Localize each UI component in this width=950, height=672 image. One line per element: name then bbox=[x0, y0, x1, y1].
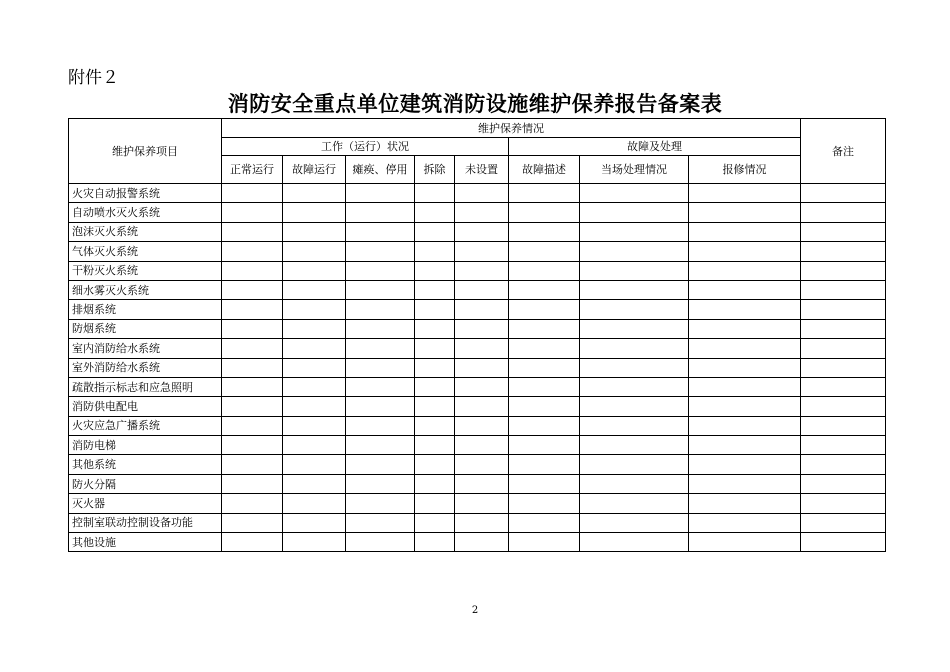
table-cell[interactable] bbox=[346, 436, 415, 455]
table-cell[interactable] bbox=[689, 184, 801, 203]
table-cell[interactable] bbox=[283, 533, 346, 552]
table-cell[interactable] bbox=[801, 339, 886, 358]
table-cell[interactable] bbox=[580, 416, 689, 435]
table-cell[interactable] bbox=[283, 184, 346, 203]
table-cell[interactable] bbox=[455, 533, 509, 552]
table-row bbox=[69, 397, 886, 416]
table-cell[interactable] bbox=[415, 416, 455, 435]
table-cell[interactable] bbox=[283, 397, 346, 416]
row-item-label: 消防供电配电 bbox=[69, 397, 222, 416]
table-row bbox=[69, 261, 886, 280]
table-cell[interactable] bbox=[222, 280, 283, 299]
table-cell[interactable] bbox=[415, 358, 455, 377]
table-cell[interactable] bbox=[580, 203, 689, 222]
table-cell[interactable] bbox=[346, 300, 415, 319]
table-cell[interactable] bbox=[283, 474, 346, 493]
header-operation-status: 工作（运行）状况 bbox=[222, 138, 509, 156]
table-cell[interactable] bbox=[222, 455, 283, 474]
row-item-label: 消防电梯 bbox=[69, 436, 222, 455]
row-item-label: 气体灭火系统 bbox=[69, 242, 222, 261]
table-row bbox=[69, 184, 886, 203]
table-cell[interactable] bbox=[580, 513, 689, 532]
table-cell[interactable] bbox=[415, 377, 455, 396]
table-cell[interactable] bbox=[580, 397, 689, 416]
table-cell[interactable] bbox=[689, 300, 801, 319]
table-row bbox=[69, 280, 886, 299]
table-cell[interactable] bbox=[346, 533, 415, 552]
table-cell[interactable] bbox=[580, 358, 689, 377]
table-cell[interactable] bbox=[580, 280, 689, 299]
table-cell[interactable] bbox=[415, 455, 455, 474]
table-cell[interactable] bbox=[415, 533, 455, 552]
table-cell[interactable] bbox=[415, 222, 455, 241]
row-item-label: 其他系统 bbox=[69, 455, 222, 474]
table-cell[interactable] bbox=[509, 416, 580, 435]
table-cell[interactable] bbox=[455, 280, 509, 299]
table-cell[interactable] bbox=[283, 300, 346, 319]
table-cell[interactable] bbox=[283, 280, 346, 299]
table-cell[interactable] bbox=[455, 474, 509, 493]
table-cell[interactable] bbox=[222, 513, 283, 532]
table-cell[interactable] bbox=[455, 436, 509, 455]
table-cell[interactable] bbox=[801, 261, 886, 280]
table-cell[interactable] bbox=[509, 339, 580, 358]
header-repair-report: 报修情况 bbox=[689, 156, 801, 184]
maintenance-report-table bbox=[68, 118, 886, 552]
table-cell[interactable] bbox=[222, 339, 283, 358]
table-row bbox=[69, 242, 886, 261]
table-cell[interactable] bbox=[415, 300, 455, 319]
table-cell[interactable] bbox=[580, 184, 689, 203]
table-cell[interactable] bbox=[801, 300, 886, 319]
table-cell[interactable] bbox=[689, 377, 801, 396]
table-cell[interactable] bbox=[283, 358, 346, 377]
table-cell[interactable] bbox=[580, 261, 689, 280]
table-cell[interactable] bbox=[580, 533, 689, 552]
table-cell[interactable] bbox=[689, 436, 801, 455]
table-cell[interactable] bbox=[222, 436, 283, 455]
table-cell[interactable] bbox=[509, 319, 580, 338]
table-cell[interactable] bbox=[415, 261, 455, 280]
table-cell[interactable] bbox=[222, 222, 283, 241]
table-row bbox=[69, 358, 886, 377]
table-cell[interactable] bbox=[689, 416, 801, 435]
table-cell[interactable] bbox=[222, 300, 283, 319]
table-cell[interactable] bbox=[689, 513, 801, 532]
header-paralyzed-stopped: 瘫痪、停用 bbox=[346, 156, 415, 184]
table-cell[interactable] bbox=[415, 319, 455, 338]
table-cell[interactable] bbox=[509, 494, 580, 513]
header-fault-operation: 故障运行 bbox=[283, 156, 346, 184]
table-cell[interactable] bbox=[509, 261, 580, 280]
table-cell[interactable] bbox=[283, 377, 346, 396]
table-row bbox=[69, 455, 886, 474]
header-remarks: 备注 bbox=[801, 119, 886, 184]
table-cell[interactable] bbox=[455, 455, 509, 474]
row-item-label: 其他设施 bbox=[69, 533, 222, 552]
table-cell[interactable] bbox=[222, 377, 283, 396]
table-cell[interactable] bbox=[509, 436, 580, 455]
table-cell[interactable] bbox=[283, 494, 346, 513]
table-cell[interactable] bbox=[346, 377, 415, 396]
row-item-label: 控制室联动控制设备功能 bbox=[69, 513, 222, 532]
table-cell[interactable] bbox=[689, 455, 801, 474]
table-cell[interactable] bbox=[509, 358, 580, 377]
table-cell[interactable] bbox=[509, 513, 580, 532]
table-cell[interactable] bbox=[222, 319, 283, 338]
table-cell[interactable] bbox=[283, 513, 346, 532]
table-cell[interactable] bbox=[509, 222, 580, 241]
row-item-label: 室外消防给水系统 bbox=[69, 358, 222, 377]
header-not-installed: 未设置 bbox=[455, 156, 509, 184]
table-cell[interactable] bbox=[509, 280, 580, 299]
table-cell[interactable] bbox=[455, 261, 509, 280]
table-cell[interactable] bbox=[509, 455, 580, 474]
table-cell[interactable] bbox=[455, 358, 509, 377]
table-cell[interactable] bbox=[509, 397, 580, 416]
table-cell[interactable] bbox=[222, 242, 283, 261]
row-item-label: 排烟系统 bbox=[69, 300, 222, 319]
table-cell[interactable] bbox=[283, 319, 346, 338]
table-cell[interactable] bbox=[801, 184, 886, 203]
table-cell[interactable] bbox=[415, 339, 455, 358]
table-row bbox=[69, 339, 886, 358]
table-cell[interactable] bbox=[689, 474, 801, 493]
header-fault-handling: 故障及处理 bbox=[509, 138, 801, 156]
table-cell[interactable] bbox=[689, 203, 801, 222]
table-cell[interactable] bbox=[346, 261, 415, 280]
table-cell[interactable] bbox=[283, 339, 346, 358]
table-cell[interactable] bbox=[689, 397, 801, 416]
table-cell[interactable] bbox=[801, 222, 886, 241]
row-item-label: 灭火器 bbox=[69, 494, 222, 513]
table-cell[interactable] bbox=[801, 416, 886, 435]
header-removed: 拆除 bbox=[415, 156, 455, 184]
table-cell[interactable] bbox=[689, 533, 801, 552]
table-cell[interactable] bbox=[415, 436, 455, 455]
table-cell[interactable] bbox=[222, 397, 283, 416]
table-cell[interactable] bbox=[580, 339, 689, 358]
table-cell[interactable] bbox=[222, 261, 283, 280]
table-cell[interactable] bbox=[455, 513, 509, 532]
row-item-label: 防烟系统 bbox=[69, 319, 222, 338]
table-row bbox=[69, 494, 886, 513]
table-cell[interactable] bbox=[455, 300, 509, 319]
table-cell[interactable] bbox=[801, 455, 886, 474]
table-cell[interactable] bbox=[346, 319, 415, 338]
table-cell[interactable] bbox=[415, 494, 455, 513]
table-cell[interactable] bbox=[689, 358, 801, 377]
table-cell[interactable] bbox=[222, 494, 283, 513]
table-cell[interactable] bbox=[801, 474, 886, 493]
table-cell[interactable] bbox=[509, 300, 580, 319]
table-cell[interactable] bbox=[346, 184, 415, 203]
table-cell[interactable] bbox=[580, 474, 689, 493]
table-cell[interactable] bbox=[222, 416, 283, 435]
table-cell[interactable] bbox=[509, 184, 580, 203]
table-cell[interactable] bbox=[580, 222, 689, 241]
table-cell[interactable] bbox=[801, 494, 886, 513]
header-fault-description: 故障描述 bbox=[509, 156, 580, 184]
table-cell[interactable] bbox=[689, 242, 801, 261]
row-item-label: 疏散指示标志和应急照明 bbox=[69, 377, 222, 396]
table-cell[interactable] bbox=[801, 436, 886, 455]
table-row bbox=[69, 436, 886, 455]
table-cell[interactable] bbox=[689, 319, 801, 338]
table-cell[interactable] bbox=[346, 513, 415, 532]
table-cell[interactable] bbox=[346, 474, 415, 493]
page-number: 2 bbox=[471, 605, 479, 616]
table-cell[interactable] bbox=[455, 416, 509, 435]
table-cell[interactable] bbox=[580, 494, 689, 513]
table-cell[interactable] bbox=[455, 494, 509, 513]
row-item-label: 细水雾灭火系统 bbox=[69, 280, 222, 299]
table-cell[interactable] bbox=[346, 455, 415, 474]
table-cell[interactable] bbox=[346, 242, 415, 261]
row-item-label: 室内消防给水系统 bbox=[69, 339, 222, 358]
page-title: 消防安全重点单位建筑消防设施维护保养报告备案表 bbox=[227, 92, 723, 116]
table-cell[interactable] bbox=[222, 533, 283, 552]
table-row bbox=[69, 533, 886, 552]
table-cell[interactable] bbox=[455, 339, 509, 358]
header-maintenance-status: 维护保养情况 bbox=[222, 119, 801, 138]
table-cell[interactable] bbox=[415, 280, 455, 299]
table-cell[interactable] bbox=[283, 261, 346, 280]
table-row bbox=[69, 474, 886, 493]
table-cell[interactable] bbox=[455, 397, 509, 416]
table-cell[interactable] bbox=[801, 397, 886, 416]
table-cell[interactable] bbox=[222, 358, 283, 377]
table-cell[interactable] bbox=[283, 436, 346, 455]
table-cell[interactable] bbox=[509, 242, 580, 261]
table-cell[interactable] bbox=[509, 377, 580, 396]
table-cell[interactable] bbox=[222, 184, 283, 203]
table-cell[interactable] bbox=[580, 436, 689, 455]
table-cell[interactable] bbox=[346, 358, 415, 377]
table-cell[interactable] bbox=[222, 203, 283, 222]
table-cell[interactable] bbox=[801, 242, 886, 261]
table-cell[interactable] bbox=[346, 222, 415, 241]
row-item-label: 干粉灭火系统 bbox=[69, 261, 222, 280]
table-cell[interactable] bbox=[455, 184, 509, 203]
table-cell[interactable] bbox=[580, 319, 689, 338]
table-cell[interactable] bbox=[689, 222, 801, 241]
table-cell[interactable] bbox=[801, 319, 886, 338]
table-cell[interactable] bbox=[455, 222, 509, 241]
table-cell[interactable] bbox=[689, 261, 801, 280]
table-cell[interactable] bbox=[455, 377, 509, 396]
table-cell[interactable] bbox=[415, 513, 455, 532]
row-item-label: 火灾自动报警系统 bbox=[69, 184, 222, 203]
table-cell[interactable] bbox=[346, 280, 415, 299]
table-cell[interactable] bbox=[455, 242, 509, 261]
table-row bbox=[69, 222, 886, 241]
table-cell[interactable] bbox=[801, 533, 886, 552]
header-normal-operation: 正常运行 bbox=[222, 156, 283, 184]
table-row bbox=[69, 203, 886, 222]
header-onsite-handling: 当场处理情况 bbox=[580, 156, 689, 184]
table-cell[interactable] bbox=[283, 203, 346, 222]
table-cell[interactable] bbox=[415, 184, 455, 203]
table-cell[interactable] bbox=[801, 280, 886, 299]
table-cell[interactable] bbox=[455, 203, 509, 222]
header-maintenance-item: 维护保养项目 bbox=[69, 119, 222, 184]
table-cell[interactable] bbox=[222, 474, 283, 493]
table-cell[interactable] bbox=[283, 242, 346, 261]
table-cell[interactable] bbox=[415, 242, 455, 261]
table-cell[interactable] bbox=[283, 222, 346, 241]
table-cell[interactable] bbox=[509, 203, 580, 222]
table-cell[interactable] bbox=[415, 474, 455, 493]
table-cell[interactable] bbox=[580, 242, 689, 261]
row-item-label: 自动喷水灭火系统 bbox=[69, 203, 222, 222]
table-cell[interactable] bbox=[801, 513, 886, 532]
row-item-label: 火灾应急广播系统 bbox=[69, 416, 222, 435]
table-cell[interactable] bbox=[689, 280, 801, 299]
table-cell[interactable] bbox=[346, 416, 415, 435]
table-row bbox=[69, 513, 886, 532]
table-cell[interactable] bbox=[509, 474, 580, 493]
table-row bbox=[69, 377, 886, 396]
table-cell[interactable] bbox=[346, 339, 415, 358]
table-cell[interactable] bbox=[346, 494, 415, 513]
table-cell[interactable] bbox=[689, 494, 801, 513]
table-row bbox=[69, 300, 886, 319]
table-cell[interactable] bbox=[509, 533, 580, 552]
row-item-label: 泡沫灭火系统 bbox=[69, 222, 222, 241]
table-cell[interactable] bbox=[580, 455, 689, 474]
table-cell[interactable] bbox=[455, 319, 509, 338]
table-row bbox=[69, 319, 886, 338]
table-cell[interactable] bbox=[346, 203, 415, 222]
table-cell[interactable] bbox=[801, 377, 886, 396]
table-cell[interactable] bbox=[580, 377, 689, 396]
table-cell[interactable] bbox=[415, 397, 455, 416]
attachment-label: 附件２ bbox=[68, 68, 119, 88]
table-cell[interactable] bbox=[580, 300, 689, 319]
table-cell[interactable] bbox=[283, 416, 346, 435]
table-cell[interactable] bbox=[801, 358, 886, 377]
table-cell[interactable] bbox=[689, 339, 801, 358]
table-body bbox=[69, 184, 886, 552]
table-cell[interactable] bbox=[801, 203, 886, 222]
table-row bbox=[69, 416, 886, 435]
table-cell[interactable] bbox=[283, 455, 346, 474]
table-cell[interactable] bbox=[415, 203, 455, 222]
row-item-label: 防火分隔 bbox=[69, 474, 222, 493]
table-cell[interactable] bbox=[346, 397, 415, 416]
